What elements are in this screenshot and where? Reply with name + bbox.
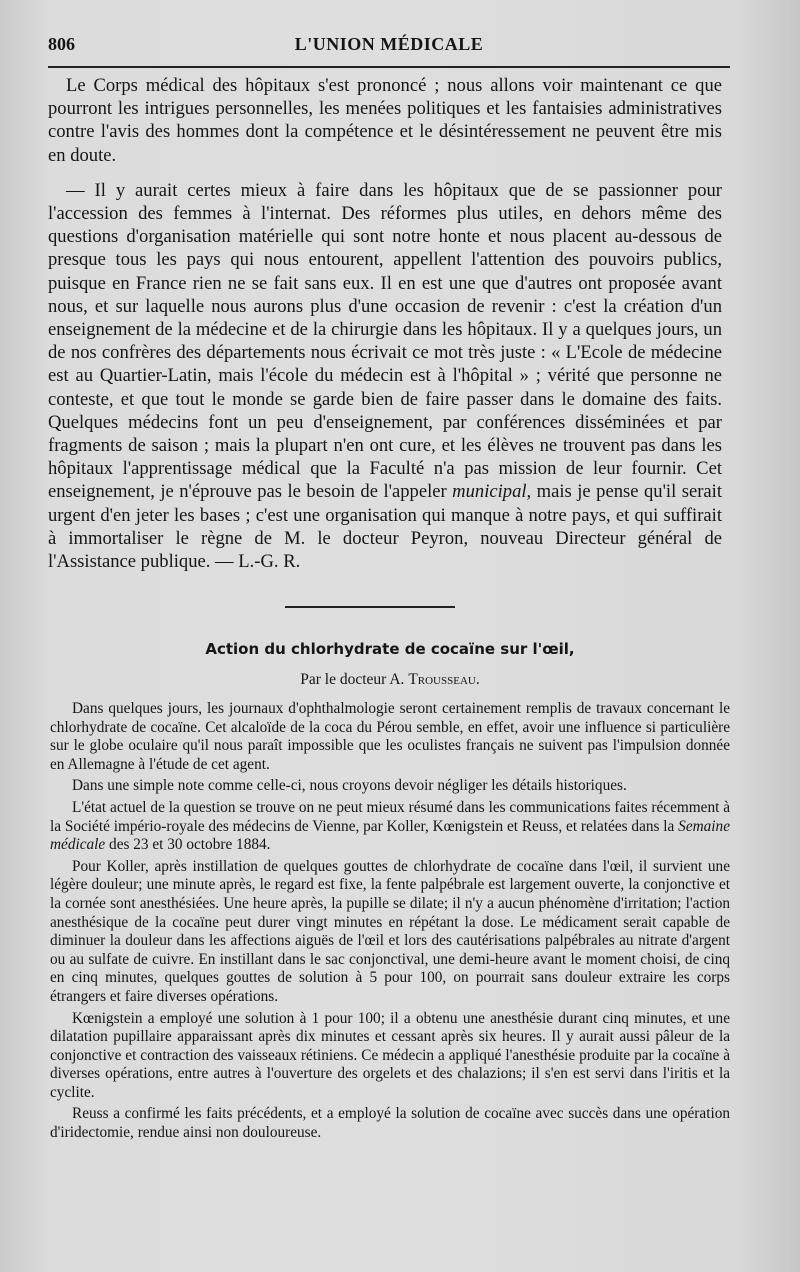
page-header — [48, 30, 730, 60]
section-divider — [285, 606, 455, 608]
article-title: Action du chlorhydrate de cocaïne sur l'œil, — [205, 640, 575, 658]
journal-title: L'UNION MÉDICALE — [294, 34, 484, 54]
article-paragraph: Reuss a confirmé les faits précédents, et a employé la solution de cocaïne avec succès dans une opération d'iridectomie, rendue ainsi non douloureuse. — [50, 1105, 730, 1142]
article-byline — [50, 670, 730, 690]
byline-prefix: Par le docteur A. — [300, 671, 405, 688]
byline-author: Trousseau. — [408, 671, 480, 688]
article-paragraph: Kœnigstein a employé une solution à 1 pour 100; il a obtenu une anesthésie durant cinq minutes, et une dilatation pupillaire apparaissant après dix minutes et cessant après six heures. Il y aurait aussi pâleur de la conjonctive et contraction des vaisseaux rétiniens. Ce médecin a appliqué l'anesthésie produite par la cocaïne à diverses opérations, entre autres à l'ouverture des orgelets et des chalazions; il s'en est servi dans l'iritis et la cyclite. — [50, 1009, 730, 1101]
editorial-paragraph: Le Corps médical des hôpitaux s'est prononcé ; nous allons voir maintenant ce que pourront les intrigues personnelles, les menées politiques et les fantaisies administratives contre l'avis des hommes dont la compétence et le désintéressement ne peuvent être mis en doute. — [48, 75, 722, 166]
article-paragraph: Dans quelques jours, les journaux d'ophthalmologie seront certainement remplis de travaux concernant le chlorhydrate de cocaïne. Cet alcaloïde de la coca du Pérou semble, en effet, avoir une influence si particulière sur le globe oculaire qu'il nous paraît impossible que les oculistes français ne suivent pas l'impulsion donnée en Allemagne à l'étude de cet agent. — [50, 700, 730, 773]
text-run: des 23 et 30 octobre 1884. — [109, 836, 271, 854]
italic-run: municipal, — [452, 481, 532, 503]
header-rule — [48, 66, 730, 68]
text-run: — Il y aurait certes mieux à faire dans les hôpitaux que de se passionner pour l'accession des femmes à l'internat. Des réformes plus utiles, en dehors même des questions d'organisation matérielle qui sont notre honte et nous placent au-dessous de presque tous les pays qui nous entourent, appellent l'attention des pouvoirs publics, puisque en France rien ne se fait sans eux. Il en est une que d'autres ont proposée avant nous, et sur laquelle nous aurons plus d'une occasion de revenir : c'est la création d'un enseignement de la médecine et de la chirurgie dans les hôpitaux. Il y a quelques jours, un de nos confrères des départements nous écrivait ce mot très juste : « L'Ecole de médecine est au Quartier-Latin, mais l'école du médecin est à l'hôpital » ; vérité que personne ne conteste, et que tout le monde se garde bien de faire passer dans le domaine des faits. Quelques médecins font un peu d'enseignement, par conférences disséminées et par fragments de saison ; mais la plupart n'en ont cure, et les élèves ne trouvent pas dans les hôpitaux l'apprentissage médical que la Faculté n'a pas mission de leur fournir. Cet enseignement, je n'éprouve pas le besoin de l'appeler — [48, 179, 722, 503]
article-paragraph: Pour Koller, après instillation de quelques gouttes de chlorhydrate de cocaïne dans l'œil, il survient une légère douleur; une minute après, le regard est fixe, la fente palpébrale est largement ouverte, la conjonctive et la cornée sont anesthésiées. Une heure après, la pupille se dilate; il n'y a aucun phénomène d'irritation; l'action anesthésique de la cocaïne peut durer vingt minutes en répétant la dose. Le médicament serait capable de diminuer la douleur dans les affections aiguës de l'œil et lors des cautérisations palpébrales au nitrate d'argent ou au sulfate de cuivre. En instillant dans le sac conjonctival, une demi-heure avant le moment choisi, de cinq en cinq minutes, quelques gouttes de solution à 5 pour 100, on pourrait sans douleur extraire les corps étrangers et faire diverses opérations. — [50, 857, 730, 1005]
article-body — [50, 700, 730, 1143]
article-section — [50, 638, 730, 1146]
italic-run: Semaine médicale — [50, 817, 730, 854]
article-paragraph — [50, 799, 730, 855]
text-run: L'état actuel de la question se trouve on ne peut mieux résumé dans les communications faites récemment à la Société império-royale des médecins de Vienne, par Koller, Kœnigstein et Reuss, et relatées dans la — [50, 798, 730, 835]
page-number: 806 — [48, 34, 75, 54]
editorial-section — [48, 74, 722, 573]
article-paragraph: Dans une simple note comme celle-ci, nous croyons devoir négliger les détails historiques. — [72, 777, 627, 795]
text-run: mais je pense qu'il serait urgent d'en jeter les bases ; c'est une organisation qui manque à notre pays, et qui suffirait à immortaliser le règne de M. le docteur Peyron, nouveau Directeur général de l'Assistance publique. — L.-G. R. — [48, 481, 722, 573]
editorial-paragraph — [48, 179, 722, 573]
